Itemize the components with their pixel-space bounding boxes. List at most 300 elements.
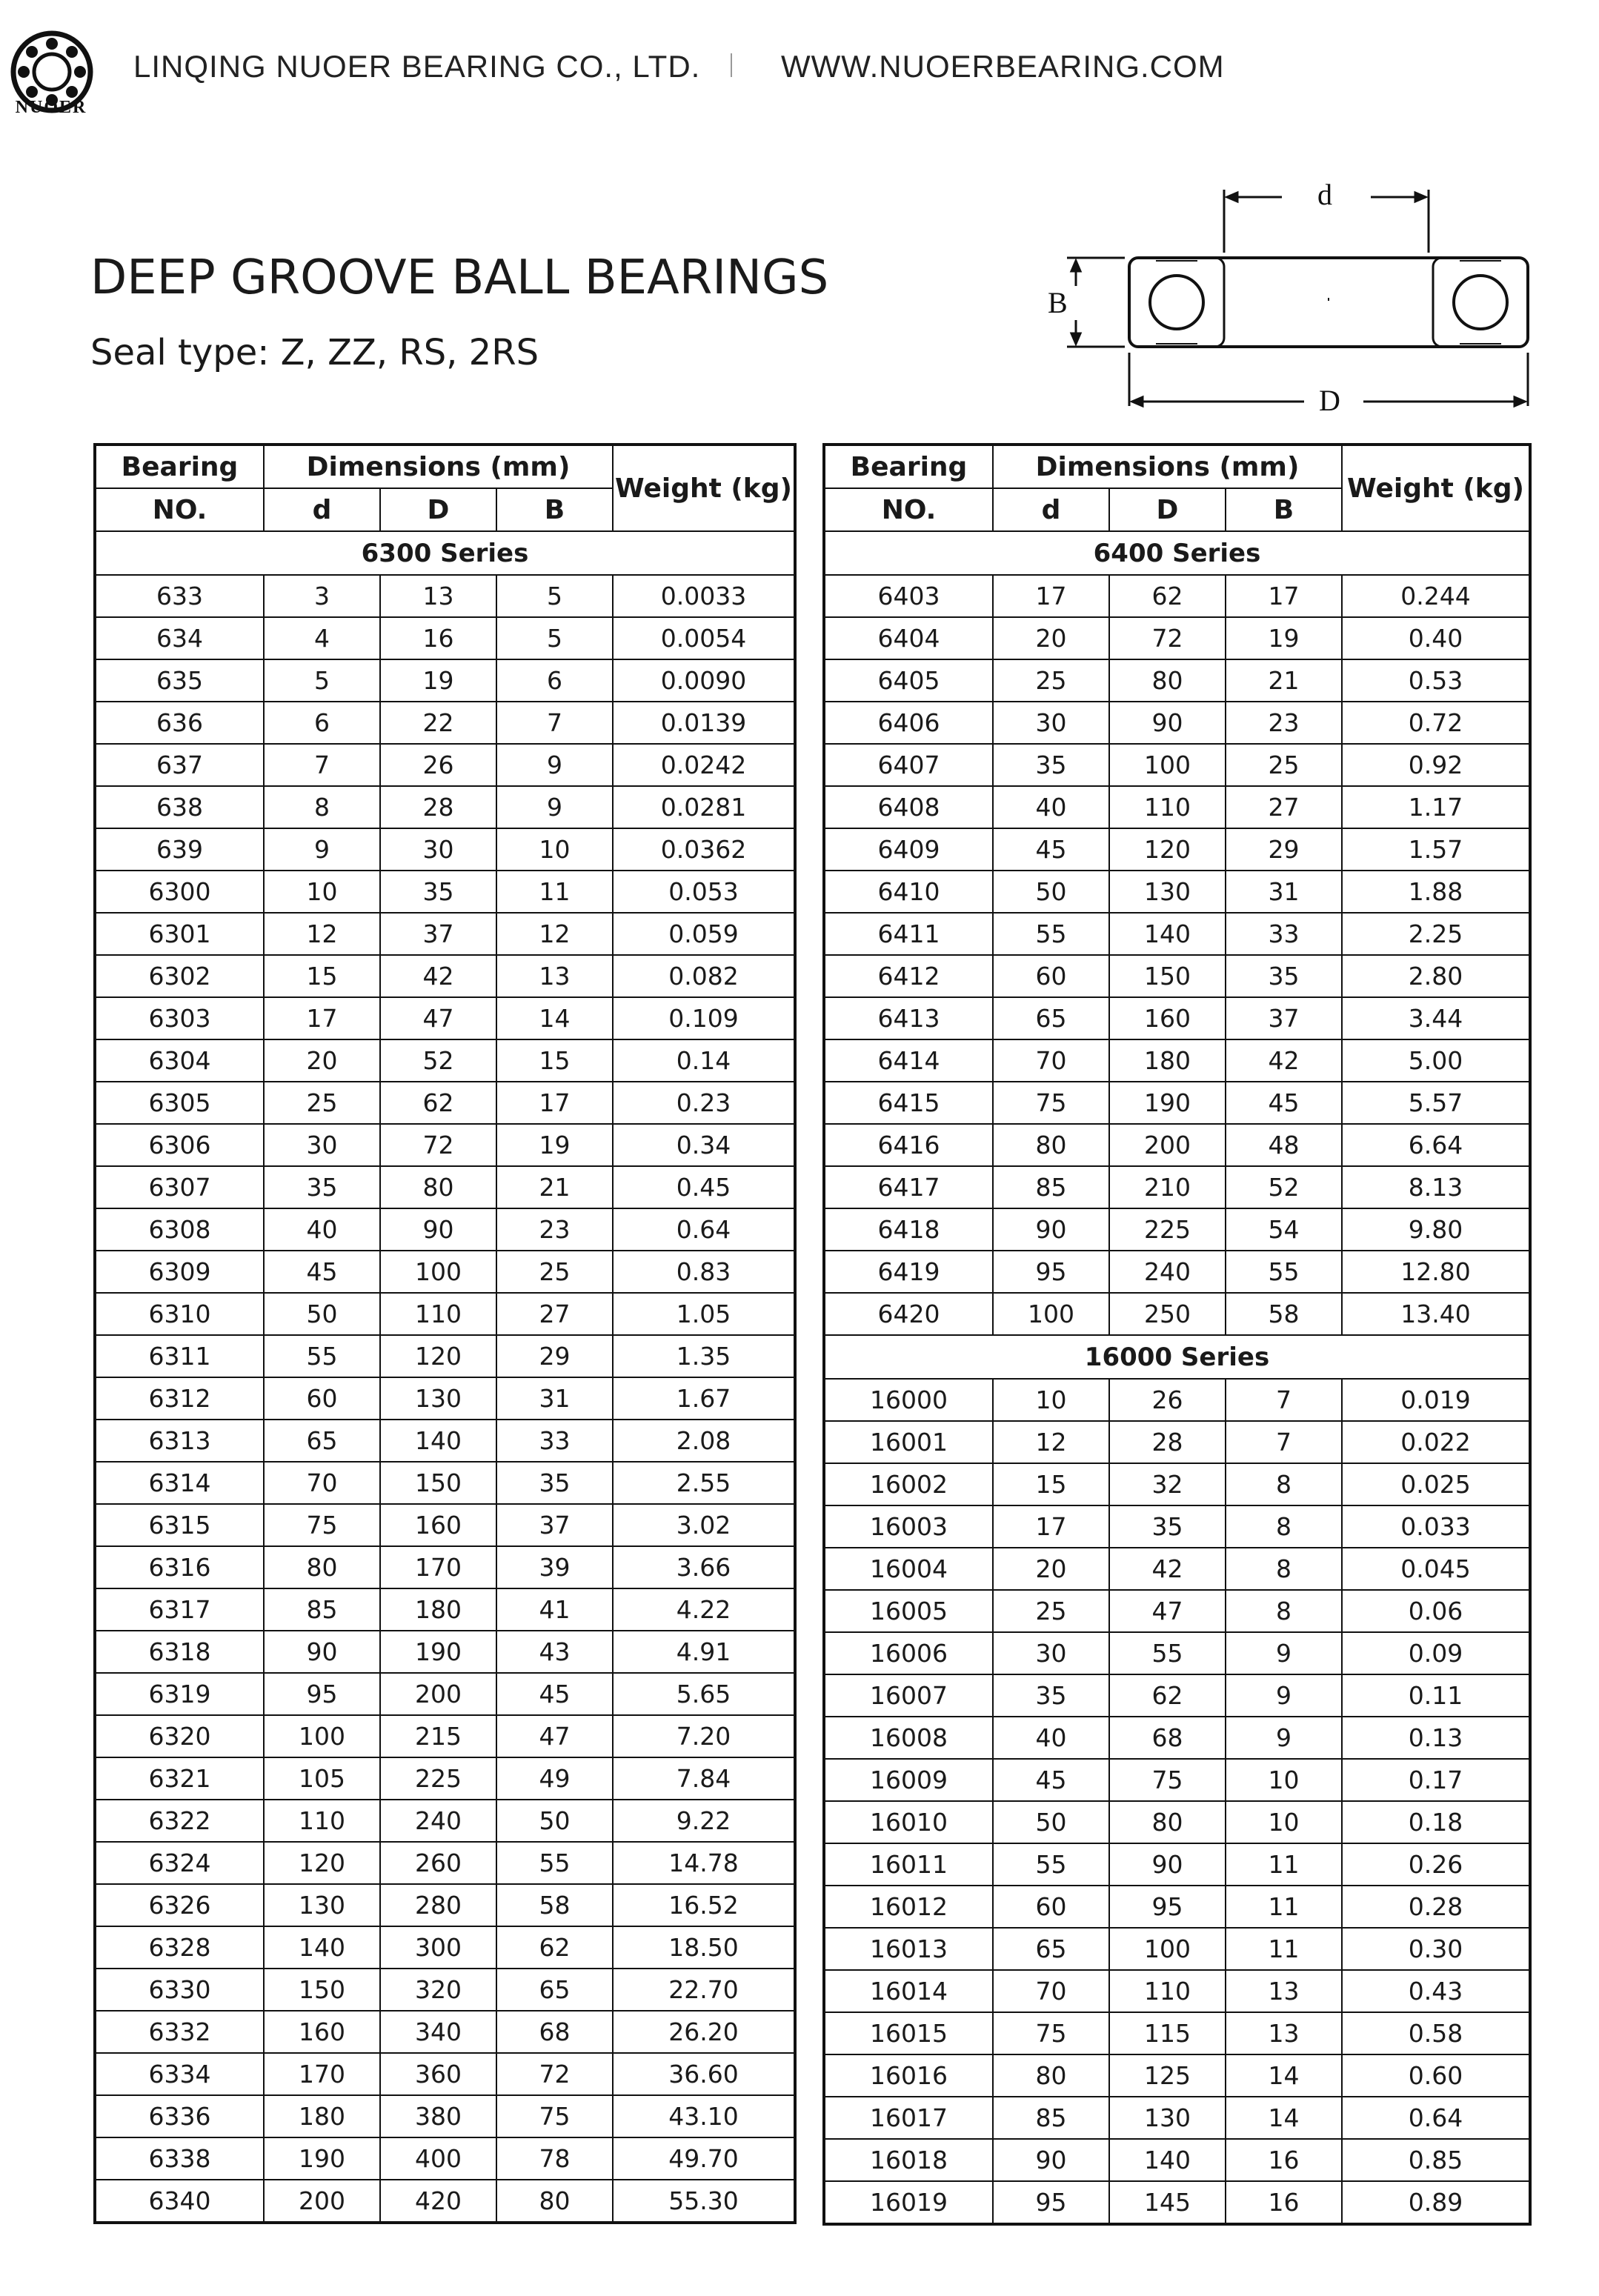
weight-cell: 2.25 xyxy=(1342,913,1530,955)
weight-cell: 0.053 xyxy=(613,871,795,913)
inner-diameter-cell: 85 xyxy=(993,1166,1109,1208)
bearing-no-cell: 6320 xyxy=(95,1715,264,1757)
bearing-no-cell: 16015 xyxy=(824,2012,993,2054)
bearing-no-cell: 636 xyxy=(95,702,264,744)
table-row xyxy=(95,1377,795,1420)
website-link[interactable]: WWW.NUOERBEARING.COM xyxy=(781,49,1225,84)
weight-cell: 0.109 xyxy=(613,997,795,1039)
weight-cell: 7.20 xyxy=(613,1715,795,1757)
bearing-no-cell: 16002 xyxy=(824,1463,993,1505)
width-cell: 58 xyxy=(1226,1293,1342,1335)
inner-diameter-cell: 20 xyxy=(993,1548,1109,1590)
bearing-no-cell: 634 xyxy=(95,617,264,659)
inner-diameter-cell: 50 xyxy=(993,1801,1109,1843)
bearing-no-cell: 6420 xyxy=(824,1293,993,1335)
outer-diameter-cell: 225 xyxy=(1109,1208,1226,1251)
table-row xyxy=(95,2095,795,2137)
outer-diameter-cell: 160 xyxy=(1109,997,1226,1039)
inner-diameter-cell: 5 xyxy=(264,659,380,702)
table-row xyxy=(824,786,1530,828)
width-cell: 33 xyxy=(496,1420,613,1462)
outer-diameter-cell: 37 xyxy=(380,913,496,955)
outer-diameter-cell: 300 xyxy=(380,1926,496,1969)
outer-diameter-cell: 90 xyxy=(380,1208,496,1251)
bearing-no-cell: 16007 xyxy=(824,1674,993,1717)
inner-diameter-cell: 30 xyxy=(993,1632,1109,1674)
series-row xyxy=(824,1335,1530,1379)
table-row xyxy=(95,1208,795,1251)
table-row xyxy=(95,1293,795,1335)
width-cell: 37 xyxy=(1226,997,1342,1039)
inner-diameter-cell: 8 xyxy=(264,786,380,828)
inner-diameter-cell: 95 xyxy=(264,1673,380,1715)
width-cell: 55 xyxy=(496,1842,613,1884)
weight-cell: 1.17 xyxy=(1342,786,1530,828)
col-bearing-header: Bearing xyxy=(824,445,993,488)
weight-cell: 0.45 xyxy=(613,1166,795,1208)
weight-cell: 3.66 xyxy=(613,1546,795,1588)
outer-diameter-cell: 35 xyxy=(1109,1505,1226,1548)
table-row xyxy=(824,2054,1530,2097)
outer-diameter-cell: 340 xyxy=(380,2011,496,2053)
outer-diameter-cell: 26 xyxy=(1109,1379,1226,1421)
outer-diameter-cell: 72 xyxy=(1109,617,1226,659)
bearing-no-cell: 6416 xyxy=(824,1124,993,1166)
inner-diameter-cell: 70 xyxy=(993,1970,1109,2012)
bearing-no-cell: 6326 xyxy=(95,1884,264,1926)
outer-diameter-cell: 62 xyxy=(380,1082,496,1124)
bearing-no-cell: 16010 xyxy=(824,1801,993,1843)
table-row xyxy=(824,871,1530,913)
weight-cell: 0.14 xyxy=(613,1039,795,1082)
outer-diameter-cell: 280 xyxy=(380,1884,496,1926)
table-row xyxy=(95,955,795,997)
outer-diameter-cell: 400 xyxy=(380,2137,496,2180)
inner-diameter-cell: 12 xyxy=(993,1421,1109,1463)
bearing-no-cell: 6403 xyxy=(824,575,993,617)
inner-diameter-cell: 60 xyxy=(993,1886,1109,1928)
table-row xyxy=(95,1842,795,1884)
weight-cell: 0.89 xyxy=(1342,2181,1530,2224)
width-cell: 11 xyxy=(1226,1886,1342,1928)
table-row xyxy=(95,617,795,659)
outer-diameter-cell: 420 xyxy=(380,2180,496,2223)
width-cell: 14 xyxy=(496,997,613,1039)
col-dimensions-header: Dimensions (mm) xyxy=(993,445,1342,488)
inner-diameter-cell: 30 xyxy=(993,702,1109,744)
inner-diameter-cell: 40 xyxy=(993,1717,1109,1759)
width-cell: 9 xyxy=(496,786,613,828)
table-row xyxy=(95,1462,795,1504)
width-cell: 10 xyxy=(1226,1801,1342,1843)
bearing-no-cell: 6308 xyxy=(95,1208,264,1251)
weight-cell: 1.35 xyxy=(613,1335,795,1377)
weight-cell: 2.08 xyxy=(613,1420,795,1462)
inner-diameter-cell: 85 xyxy=(993,2097,1109,2139)
table-row xyxy=(824,1293,1530,1335)
inner-diameter-cell: 55 xyxy=(993,1843,1109,1886)
weight-cell: 5.00 xyxy=(1342,1039,1530,1082)
width-cell: 16 xyxy=(1226,2181,1342,2224)
bearing-no-cell: 6318 xyxy=(95,1631,264,1673)
width-cell: 21 xyxy=(496,1166,613,1208)
table-row xyxy=(95,2011,795,2053)
table-row xyxy=(824,1970,1530,2012)
outer-diameter-cell: 200 xyxy=(380,1673,496,1715)
bearing-no-cell: 6302 xyxy=(95,955,264,997)
inner-diameter-cell: 40 xyxy=(993,786,1109,828)
bearing-no-cell: 6408 xyxy=(824,786,993,828)
bearing-no-cell: 6328 xyxy=(95,1926,264,1969)
inner-diameter-cell: 80 xyxy=(993,1124,1109,1166)
outer-diameter-cell: 42 xyxy=(380,955,496,997)
table-row xyxy=(95,1969,795,2011)
bearing-no-cell: 633 xyxy=(95,575,264,617)
bearing-table-right xyxy=(822,443,1532,2226)
inner-diameter-cell: 105 xyxy=(264,1757,380,1800)
outer-diameter-cell: 80 xyxy=(380,1166,496,1208)
inner-diameter-cell: 65 xyxy=(993,1928,1109,1970)
bearing-no-cell: 6300 xyxy=(95,871,264,913)
outer-diameter-cell: 80 xyxy=(1109,659,1226,702)
company-name: LINQING NUOER BEARING CO., LTD. xyxy=(133,49,701,84)
inner-diameter-cell: 45 xyxy=(264,1251,380,1293)
outer-diameter-cell: 47 xyxy=(1109,1590,1226,1632)
weight-cell: 0.28 xyxy=(1342,1886,1530,1928)
table-row xyxy=(824,1548,1530,1590)
inner-diameter-cell: 35 xyxy=(993,1674,1109,1717)
width-cell: 23 xyxy=(496,1208,613,1251)
weight-cell: 0.53 xyxy=(1342,659,1530,702)
inner-diameter-cell: 75 xyxy=(993,1082,1109,1124)
width-cell: 15 xyxy=(496,1039,613,1082)
series-row xyxy=(824,531,1530,575)
bearing-no-cell: 6405 xyxy=(824,659,993,702)
weight-cell: 14.78 xyxy=(613,1842,795,1884)
weight-cell: 36.60 xyxy=(613,2053,795,2095)
table-row xyxy=(95,2053,795,2095)
weight-cell: 0.0281 xyxy=(613,786,795,828)
bearing-no-cell: 635 xyxy=(95,659,264,702)
table-row xyxy=(95,1420,795,1462)
table-row xyxy=(95,1757,795,1800)
inner-diameter-cell: 65 xyxy=(264,1420,380,1462)
outer-diameter-cell: 22 xyxy=(380,702,496,744)
table-row xyxy=(824,828,1530,871)
outer-diameter-cell: 320 xyxy=(380,1969,496,2011)
outer-diameter-cell: 190 xyxy=(1109,1082,1226,1124)
inner-diameter-cell: 200 xyxy=(264,2180,380,2223)
outer-diameter-cell: 28 xyxy=(1109,1421,1226,1463)
width-cell: 19 xyxy=(496,1124,613,1166)
outer-diameter-cell: 110 xyxy=(380,1293,496,1335)
bearing-no-cell: 6409 xyxy=(824,828,993,871)
outer-diameter-cell: 360 xyxy=(380,2053,496,2095)
weight-cell: 18.50 xyxy=(613,1926,795,1969)
bearing-no-cell: 6305 xyxy=(95,1082,264,1124)
col-D-header: D xyxy=(1109,488,1226,531)
weight-cell: 0.022 xyxy=(1342,1421,1530,1463)
col-B-header: B xyxy=(496,488,613,531)
bearing-no-cell: 638 xyxy=(95,786,264,828)
inner-diameter-cell: 3 xyxy=(264,575,380,617)
outer-diameter-cell: 140 xyxy=(1109,2139,1226,2181)
col-bearing-header: Bearing xyxy=(95,445,264,488)
outer-diameter-cell: 32 xyxy=(1109,1463,1226,1505)
table-row xyxy=(824,1632,1530,1674)
outer-diameter-cell: 62 xyxy=(1109,575,1226,617)
bearing-no-cell: 6418 xyxy=(824,1208,993,1251)
inner-diameter-cell: 85 xyxy=(264,1588,380,1631)
series-title: 6300 Series xyxy=(95,531,795,575)
outer-diameter-cell: 110 xyxy=(1109,1970,1226,2012)
weight-cell: 0.0362 xyxy=(613,828,795,871)
outer-diameter-cell: 100 xyxy=(1109,744,1226,786)
bearing-no-cell: 16003 xyxy=(824,1505,993,1548)
table-row xyxy=(95,1082,795,1124)
weight-cell: 0.43 xyxy=(1342,1970,1530,2012)
inner-diameter-cell: 150 xyxy=(264,1969,380,2011)
table-row xyxy=(95,1546,795,1588)
width-cell: 37 xyxy=(496,1504,613,1546)
bearing-no-cell: 6307 xyxy=(95,1166,264,1208)
width-cell: 80 xyxy=(496,2180,613,2223)
weight-cell: 16.52 xyxy=(613,1884,795,1926)
weight-cell: 0.34 xyxy=(613,1124,795,1166)
bearing-no-cell: 6330 xyxy=(95,1969,264,2011)
inner-diameter-cell: 75 xyxy=(993,2012,1109,2054)
inner-diameter-cell: 6 xyxy=(264,702,380,744)
weight-cell: 6.64 xyxy=(1342,1124,1530,1166)
bearing-no-cell: 6412 xyxy=(824,955,993,997)
table-right-body xyxy=(824,531,1530,2224)
width-cell: 29 xyxy=(496,1335,613,1377)
width-cell: 35 xyxy=(1226,955,1342,997)
seal-type-subtitle: Seal type: Z, ZZ, RS, 2RS xyxy=(90,332,539,373)
weight-cell: 0.17 xyxy=(1342,1759,1530,1801)
weight-cell: 0.0139 xyxy=(613,702,795,744)
bearing-no-cell: 6315 xyxy=(95,1504,264,1546)
width-cell: 8 xyxy=(1226,1548,1342,1590)
weight-cell: 22.70 xyxy=(613,1969,795,2011)
weight-cell: 0.30 xyxy=(1342,1928,1530,1970)
bearing-no-cell: 6414 xyxy=(824,1039,993,1082)
weight-cell: 1.05 xyxy=(613,1293,795,1335)
inner-diameter-cell: 90 xyxy=(993,1208,1109,1251)
weight-cell: 0.83 xyxy=(613,1251,795,1293)
table-row xyxy=(824,702,1530,744)
inner-diameter-cell: 20 xyxy=(264,1039,380,1082)
bearing-no-cell: 6411 xyxy=(824,913,993,955)
bearing-no-cell: 6340 xyxy=(95,2180,264,2223)
weight-cell: 3.02 xyxy=(613,1504,795,1546)
table-row xyxy=(95,871,795,913)
outer-diameter-cell: 100 xyxy=(1109,1928,1226,1970)
outer-diameter-cell: 16 xyxy=(380,617,496,659)
width-cell: 31 xyxy=(496,1377,613,1420)
bearing-no-cell: 6306 xyxy=(95,1124,264,1166)
weight-cell: 0.025 xyxy=(1342,1463,1530,1505)
bearing-no-cell: 16018 xyxy=(824,2139,993,2181)
table-row xyxy=(824,744,1530,786)
inner-diameter-cell: 25 xyxy=(264,1082,380,1124)
table-row xyxy=(95,1588,795,1631)
width-cell: 41 xyxy=(496,1588,613,1631)
table-row xyxy=(824,2139,1530,2181)
weight-cell: 7.84 xyxy=(613,1757,795,1800)
width-cell: 13 xyxy=(1226,1970,1342,2012)
inner-diameter-cell: 25 xyxy=(993,1590,1109,1632)
table-row xyxy=(824,1421,1530,1463)
bearing-no-cell: 6334 xyxy=(95,2053,264,2095)
weight-cell: 49.70 xyxy=(613,2137,795,2180)
inner-diameter-cell: 100 xyxy=(993,1293,1109,1335)
table-row xyxy=(95,702,795,744)
outer-diameter-cell: 26 xyxy=(380,744,496,786)
outer-diameter-cell: 125 xyxy=(1109,2054,1226,2097)
weight-cell: 13.40 xyxy=(1342,1293,1530,1335)
inner-diameter-cell: 190 xyxy=(264,2137,380,2180)
table-row xyxy=(824,1928,1530,1970)
inner-diameter-cell: 7 xyxy=(264,744,380,786)
bearing-no-cell: 6319 xyxy=(95,1673,264,1715)
table-row xyxy=(824,1886,1530,1928)
weight-cell: 9.22 xyxy=(613,1800,795,1842)
inner-diameter-cell: 50 xyxy=(993,871,1109,913)
outer-diameter-cell: 115 xyxy=(1109,2012,1226,2054)
bearing-no-cell: 16000 xyxy=(824,1379,993,1421)
outer-diameter-cell: 215 xyxy=(380,1715,496,1757)
width-cell: 8 xyxy=(1226,1463,1342,1505)
width-cell: 7 xyxy=(496,702,613,744)
width-cell: 7 xyxy=(1226,1421,1342,1463)
table-row xyxy=(95,828,795,871)
weight-cell: 43.10 xyxy=(613,2095,795,2137)
inner-diameter-cell: 30 xyxy=(264,1124,380,1166)
table-row xyxy=(95,1039,795,1082)
outer-diameter-cell: 100 xyxy=(380,1251,496,1293)
outer-diameter-cell: 140 xyxy=(1109,913,1226,955)
bearing-no-cell: 16014 xyxy=(824,1970,993,2012)
width-cell: 47 xyxy=(496,1715,613,1757)
logo-text: NUOER xyxy=(15,98,87,117)
table-row xyxy=(824,955,1530,997)
weight-cell: 3.44 xyxy=(1342,997,1530,1039)
width-cell: 9 xyxy=(1226,1717,1342,1759)
inner-diameter-cell: 180 xyxy=(264,2095,380,2137)
inner-diameter-cell: 170 xyxy=(264,2053,380,2095)
table-row xyxy=(824,1208,1530,1251)
outer-diameter-cell: 90 xyxy=(1109,1843,1226,1886)
inner-diameter-cell: 35 xyxy=(264,1166,380,1208)
outer-diameter-cell: 75 xyxy=(1109,1759,1226,1801)
header-divider xyxy=(731,53,732,77)
outer-diameter-cell: 95 xyxy=(1109,1886,1226,1928)
outer-diameter-cell: 80 xyxy=(1109,1801,1226,1843)
width-cell: 25 xyxy=(1226,744,1342,786)
width-cell: 5 xyxy=(496,617,613,659)
weight-cell: 4.22 xyxy=(613,1588,795,1631)
weight-cell: 0.58 xyxy=(1342,2012,1530,2054)
table-row xyxy=(95,1884,795,1926)
inner-diameter-cell: 20 xyxy=(993,617,1109,659)
bearing-no-cell: 6311 xyxy=(95,1335,264,1377)
table-row xyxy=(95,744,795,786)
series-row xyxy=(95,531,795,575)
table-row xyxy=(95,2137,795,2180)
inner-diameter-cell: 90 xyxy=(993,2139,1109,2181)
weight-cell: 55.30 xyxy=(613,2180,795,2223)
width-cell: 14 xyxy=(1226,2054,1342,2097)
bearing-no-cell: 6304 xyxy=(95,1039,264,1082)
inner-diameter-cell: 110 xyxy=(264,1800,380,1842)
width-cell: 39 xyxy=(496,1546,613,1588)
width-cell: 19 xyxy=(1226,617,1342,659)
table-row xyxy=(95,575,795,617)
weight-cell: 0.045 xyxy=(1342,1548,1530,1590)
diagram-label-b: B xyxy=(1048,286,1068,319)
outer-diameter-cell: 250 xyxy=(1109,1293,1226,1335)
width-cell: 8 xyxy=(1226,1590,1342,1632)
outer-diameter-cell: 47 xyxy=(380,997,496,1039)
bearing-no-cell: 6336 xyxy=(95,2095,264,2137)
width-cell: 21 xyxy=(1226,659,1342,702)
outer-diameter-cell: 52 xyxy=(380,1039,496,1082)
col-d-header: d xyxy=(264,488,380,531)
width-cell: 27 xyxy=(1226,786,1342,828)
outer-diameter-cell: 180 xyxy=(1109,1039,1226,1082)
weight-cell: 2.55 xyxy=(613,1462,795,1504)
weight-cell: 5.65 xyxy=(613,1673,795,1715)
width-cell: 54 xyxy=(1226,1208,1342,1251)
bearing-no-cell: 16016 xyxy=(824,2054,993,2097)
table-row xyxy=(824,1505,1530,1548)
width-cell: 75 xyxy=(496,2095,613,2137)
outer-diameter-cell: 140 xyxy=(380,1420,496,1462)
table-row xyxy=(824,1124,1530,1166)
table-row xyxy=(824,1463,1530,1505)
bearing-no-cell: 6310 xyxy=(95,1293,264,1335)
width-cell: 13 xyxy=(496,955,613,997)
inner-diameter-cell: 45 xyxy=(993,1759,1109,1801)
inner-diameter-cell: 17 xyxy=(993,575,1109,617)
table-row xyxy=(95,1124,795,1166)
outer-diameter-cell: 150 xyxy=(380,1462,496,1504)
inner-diameter-cell: 55 xyxy=(264,1335,380,1377)
weight-cell: 2.80 xyxy=(1342,955,1530,997)
bearing-no-cell: 6406 xyxy=(824,702,993,744)
col-D-header: D xyxy=(380,488,496,531)
inner-diameter-cell: 70 xyxy=(993,1039,1109,1082)
inner-diameter-cell: 25 xyxy=(993,659,1109,702)
weight-cell: 0.18 xyxy=(1342,1801,1530,1843)
outer-diameter-cell: 145 xyxy=(1109,2181,1226,2224)
width-cell: 45 xyxy=(496,1673,613,1715)
bearing-no-cell: 16011 xyxy=(824,1843,993,1886)
inner-diameter-cell: 70 xyxy=(264,1462,380,1504)
outer-diameter-cell: 120 xyxy=(380,1335,496,1377)
inner-diameter-cell: 17 xyxy=(264,997,380,1039)
width-cell: 23 xyxy=(1226,702,1342,744)
weight-cell: 0.92 xyxy=(1342,744,1530,786)
width-cell: 49 xyxy=(496,1757,613,1800)
page-title: DEEP GROOVE BALL BEARINGS xyxy=(90,250,829,305)
weight-cell: 0.059 xyxy=(613,913,795,955)
width-cell: 11 xyxy=(1226,1928,1342,1970)
bearing-no-cell: 6312 xyxy=(95,1377,264,1420)
bearing-no-cell: 6309 xyxy=(95,1251,264,1293)
inner-diameter-cell: 50 xyxy=(264,1293,380,1335)
